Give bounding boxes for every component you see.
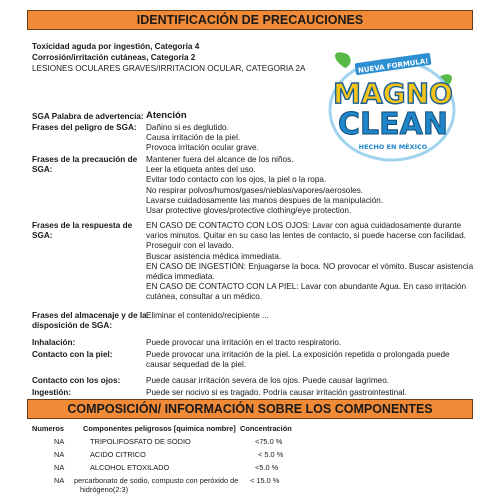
cell-name: ALCOHOL ETOXILADO bbox=[90, 463, 170, 472]
signal-word-value: Atención bbox=[146, 110, 187, 121]
precaution-line: Leer la etiqueta antes del uso. bbox=[146, 165, 256, 175]
route-eyes-value: Puede causar irritación severa de los ojos. Puede causar lagrimeo. bbox=[146, 376, 390, 385]
response-line: Buscar asistencia médica immediata. bbox=[146, 251, 282, 261]
precaution-statements bbox=[146, 155, 476, 216]
logo-word-clean: CLEAN bbox=[338, 107, 448, 142]
cell-conc: <75.0 % bbox=[255, 437, 283, 446]
cell-num: NA bbox=[54, 463, 65, 472]
cell-num: NA bbox=[54, 476, 65, 485]
cell-name-cont: hidrógeno(2:3) bbox=[80, 485, 129, 494]
cell-name: percarbonato de sodio, compusto con peróxido de bbox=[74, 476, 239, 485]
precaution-line: Mantener fuera del alcance de los niños. bbox=[146, 155, 294, 164]
cell-conc: < 15.0 % bbox=[250, 476, 280, 485]
precaution-line: Usar protective gloves/protective clothing/eye protection. bbox=[146, 206, 352, 216]
leaf-icon bbox=[335, 52, 351, 68]
precaution-statements-label: Frases de la precaución de SGA: bbox=[32, 155, 138, 175]
storage-statements-label: Frases del almacenaje y de la disposición de SGA: bbox=[32, 311, 147, 331]
precaution-line: Evitar todo contacto con los ojos, la piel o la ropa. bbox=[146, 175, 327, 185]
signal-word-label: SGA Palabra de advertencia: bbox=[32, 112, 144, 121]
table-header-componentes: Componentes peligrosos [quimica nombre] bbox=[83, 424, 236, 433]
precaution-line: Lavarse cuidadosamente las manos despues de la manipulación. bbox=[146, 195, 384, 205]
cell-name: TRIPOLIFOSFATO DE SODIO bbox=[90, 437, 191, 446]
cell-name: ACIDO CITRICO bbox=[90, 450, 146, 459]
response-line: EN CASO DE INGESTIÓN: Enjuagarse la boca. NO provocar el vómito. Buscar asistencia médica immediata. bbox=[146, 261, 474, 282]
hazard-statements bbox=[146, 123, 476, 154]
route-inhalation-value: Puede provocar una irritación en el tracto respiratorio. bbox=[146, 338, 342, 347]
route-eyes-label: Contacto con los ojos: bbox=[32, 376, 121, 385]
logo-tagline: HECHO EN MÉXICO bbox=[358, 143, 428, 151]
cell-num: NA bbox=[54, 450, 65, 459]
logo-banner-text: NUEVA FORMULA! bbox=[357, 57, 429, 75]
hazard-line: Dañino si es deglutido. bbox=[146, 123, 229, 132]
storage-statements: Eliminar el contenido/recipiente ... bbox=[146, 311, 269, 320]
hazard-statements-label: Frases del peligro de SGA: bbox=[32, 123, 137, 132]
hazard-class-1: Toxicidad aguda por ingestión, Categoría 4 bbox=[32, 42, 200, 51]
section-header-composition: COMPOSICIÓN/ INFORMACIÓN SOBRE LOS COMPONENTES bbox=[27, 399, 473, 419]
hazard-line: Provoca irritación ocular grave. bbox=[146, 143, 259, 153]
table-header-numeros: Numeros bbox=[32, 424, 65, 433]
cell-num: NA bbox=[54, 437, 65, 446]
table-header-concentracion: Concentración bbox=[240, 424, 292, 433]
hazard-class-2: Corrosión/irritación cutáneas, Categoría 2 bbox=[32, 53, 196, 62]
response-statements-label: Frases de la respuesta de SGA: bbox=[32, 221, 133, 241]
section-header-precautions: IDENTIFICACIÓN DE PRECAUCIONES bbox=[27, 10, 473, 30]
precaution-line: No respirar polvos/humos/gases/nieblas/vapores/aerosoles. bbox=[146, 185, 364, 195]
route-ingestion-label: Ingestión: bbox=[32, 388, 72, 397]
response-statements bbox=[146, 221, 476, 303]
logo-word-magno: MAGNO bbox=[333, 77, 453, 110]
hazard-class-3: LESIONES OCULARES GRAVES/IRRITACION OCULAR, CATEGORIA 2A bbox=[32, 64, 306, 73]
route-skin-label: Contacto con la piel: bbox=[32, 350, 113, 359]
response-line: EN CASO DE CONTACTO CON LOS OJOS: Lavar con agua cuidadosamente durante varios minutos. Quitar en su caso las lentes de contacto, si puede hacerse con facilidad. Proseguir con el lavado. bbox=[146, 221, 466, 251]
route-inhalation-label: Inhalación: bbox=[32, 338, 76, 347]
hazard-line: Causa irritación de la piel. bbox=[146, 133, 241, 143]
route-skin-value: Puede provocar una irritación de la piel. La exposición repetida o prolongada puede causar sequedad de la piel. bbox=[146, 350, 450, 370]
response-line: EN CASO DE CONTACTO CON LA PIEL: Lavar con abundante Agua. En caso irritación cutánea, consultar a un médico. bbox=[146, 282, 467, 302]
cell-conc: <5.0 % bbox=[255, 463, 279, 472]
route-ingestion-value: Puede ser nocivo si es tragado. Podría causar irritación gastrointestinal. bbox=[146, 388, 407, 397]
cell-conc: < 5.0 % bbox=[258, 450, 284, 459]
